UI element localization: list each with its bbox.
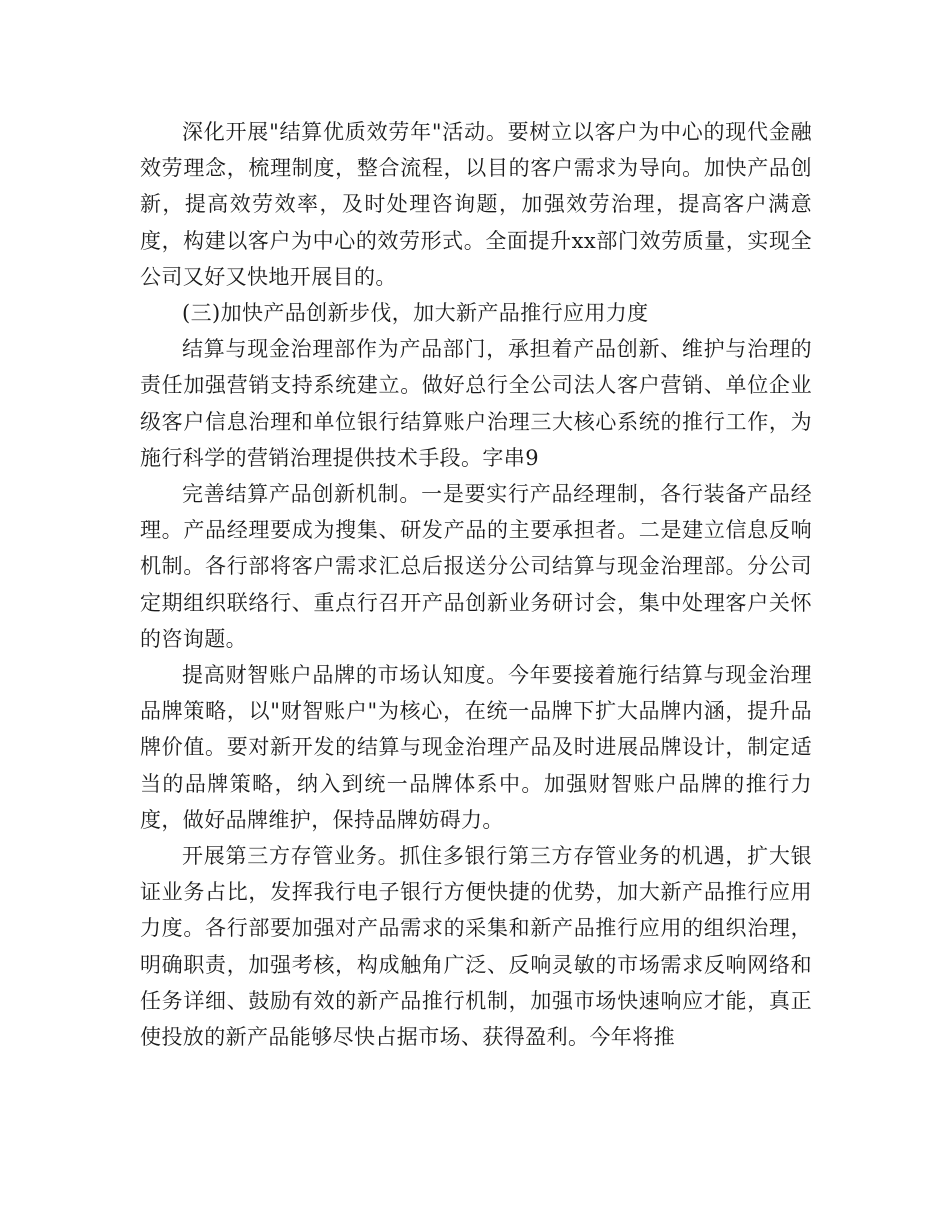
document-body	[140, 114, 812, 1055]
paragraph-third-party-custody: 开展第三方存管业务。抓住多银行第三方存管业务的机遇，扩大银证业务占比，发挥我行电子银行方便快捷的优势，加大新产品推行应用力度。各行部要加强对产品需求的采集和新产品推行应用的组织治理，明确职责，加强考核，构成触角广泛、反响灵敏的市场需求反响网络和任务详细、鼓励有效的新产品推行机制，加强市场快速响应才能，真正使投放的新产品能够尽快占据市场、获得盈利。今年将推	[140, 844, 812, 1050]
paragraph-innovation-mechanism: 完善结算产品创新机制。一是要实行产品经理制，各行装备产品经理。产品经理要成为搜集、研发产品的主要承担者。二是建立信息反响机制。各行部将客户需求汇总后报送分公司结算与现金治理部。分公司定期组织联络行、重点行召开产品创新业务研讨会，集中处理客户关怀的咨询题。	[140, 482, 812, 651]
section-heading-product-innovation: (三)加快产品创新步伐，加大新产品推行应用力度	[182, 301, 649, 326]
paragraph-brand-awareness: 提高财智账户品牌的市场认知度。今年要接着施行结算与现金治理品牌策略，以"财智账户"为核心，在统一品牌下扩大品牌内涵，提升品牌价值。要对新开发的结算与现金治理产品及时进展品牌设计，制定适当的品牌策略，纳入到统一品牌体系中。加强财智账户品牌的推行力度，做好品牌维护，保持品牌妨碍力。	[140, 663, 812, 832]
paragraph-service-year: 深化开展"结算优质效劳年"活动。要树立以客户为中心的现代金融效劳理念，梳理制度，整合流程，以目的客户需求为导向。加快产品创新，提高效劳效率，及时处理咨询题，加强效劳治理，提高客户满意度，构建以客户为中心的效劳形式。全面提升xx部门效劳质量，实现全公司又好又快地开展目的。	[140, 120, 812, 289]
paragraph-marketing-support: 结算与现金治理部作为产品部门，承担着产品创新、维护与治理的责任加强营销支持系统建立。做好总行全公司法人客户营销、单位企业级客户信息治理和单位银行结算账户治理三大核心系统的推行工作，为施行科学的营销治理提供技术手段。字串9	[140, 337, 812, 470]
